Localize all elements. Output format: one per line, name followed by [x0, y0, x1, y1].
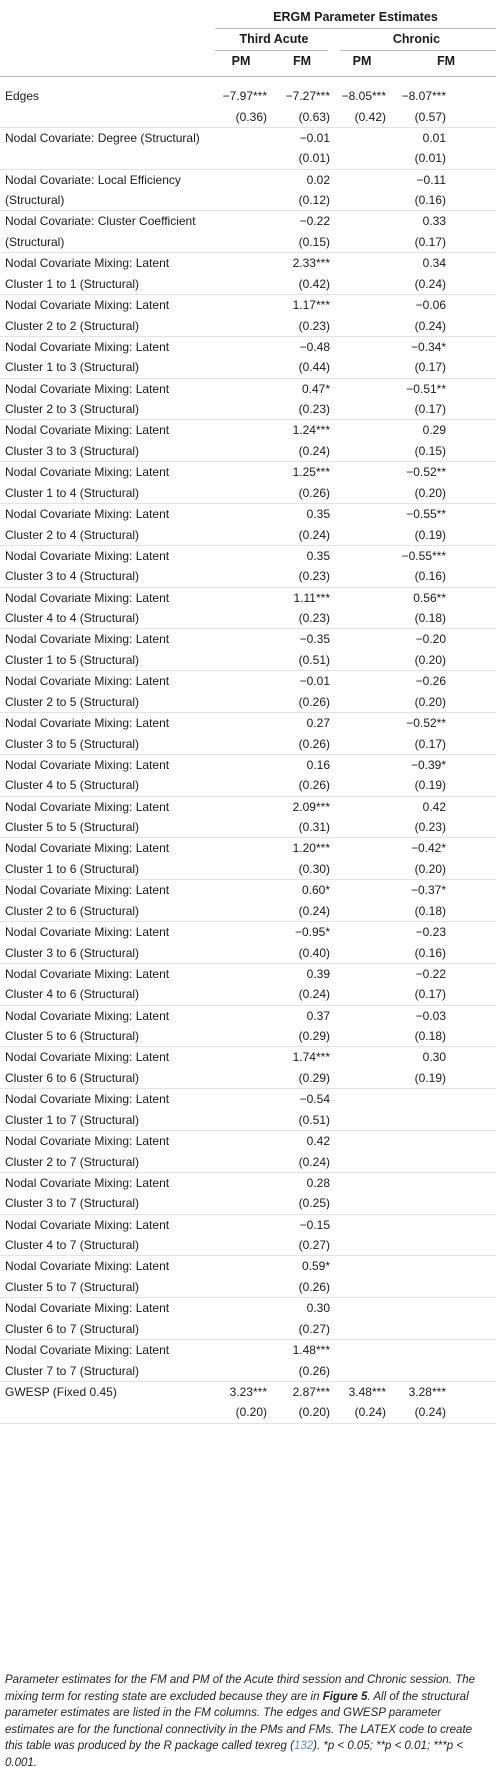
row-label: Nodal Covariate Mixing: Latent: [5, 1343, 170, 1357]
table-title: ERGM Parameter Estimates: [273, 10, 438, 24]
estimate-cell: −0.15: [299, 1217, 330, 1232]
row-label: Cluster 2 to 5 (Structural): [5, 694, 140, 709]
row-label: Cluster 6 to 6 (Structural): [5, 1070, 140, 1085]
std-error-cell: (0.63): [298, 109, 330, 124]
std-error-cell: (0.36): [235, 109, 267, 124]
std-error-cell: (0.51): [298, 1112, 330, 1127]
group-third-acute: Third Acute: [239, 32, 309, 46]
group-underline-acute: [215, 50, 328, 51]
estimate-cell: −0.48: [299, 339, 330, 354]
row-label: Nodal Covariate Mixing: Latent: [5, 1301, 170, 1316]
estimate-cell: −0.01: [299, 674, 330, 689]
row-label: Nodal Covariate Mixing: Latent: [5, 966, 170, 981]
row-label: Nodal Covariate Mixing: Latent: [5, 256, 170, 271]
estimate-cell: 2.09***: [292, 799, 330, 814]
row-label: Nodal Covariate Mixing: Latent: [5, 799, 170, 814]
estimate-cell: 1.74***: [292, 1050, 330, 1065]
std-error-cell: (0.17): [414, 360, 446, 375]
std-error-cell: (0.18): [414, 903, 446, 918]
row-label: Nodal Covariate Mixing: Latent: [5, 716, 170, 730]
group-underline-chronic: [340, 50, 496, 51]
std-error-cell: (0.24): [298, 987, 330, 1002]
std-error-cell: (0.16): [414, 569, 446, 584]
std-error-cell: (0.27): [298, 1238, 330, 1253]
estimate-cell: 3.48***: [348, 1384, 386, 1399]
row-label: Cluster 2 to 3 (Structural): [5, 402, 140, 417]
std-error-cell: (0.44): [298, 360, 330, 375]
std-error-cell: (0.20): [414, 652, 446, 667]
estimate-cell: 0.02: [306, 172, 330, 187]
row-label: Nodal Covariate Mixing: Latent: [5, 841, 170, 856]
estimate-cell: −0.54: [299, 1092, 330, 1107]
estimate-cell: −0.35: [299, 632, 330, 647]
std-error-cell: (0.26): [298, 1279, 330, 1294]
row-label: Nodal Covariate Mixing: Latent: [5, 465, 170, 480]
row-label: Cluster 1 to 6 (Structural): [5, 861, 140, 876]
row-label: Nodal Covariate: Local Efficiency: [5, 172, 181, 187]
estimate-cell: 0.34: [422, 256, 446, 271]
row-label: Cluster 3 to 5 (Structural): [5, 736, 140, 751]
estimate-cell: −0.03: [415, 1008, 446, 1023]
estimate-cell: 0.30: [422, 1050, 446, 1065]
row-label: Nodal Covariate: Cluster Coefficient: [5, 214, 196, 229]
col-header-fm-acute: FM: [292, 54, 312, 68]
estimate-cell: −0.26: [415, 674, 446, 689]
std-error-cell: (0.24): [414, 318, 446, 333]
estimate-cell: −0.42*: [410, 841, 446, 856]
group-chronic: Chronic: [392, 32, 441, 46]
row-label: Nodal Covariate Mixing: Latent: [5, 1050, 170, 1065]
row-label: Nodal Covariate Mixing: Latent: [5, 1134, 170, 1148]
row-label: Nodal Covariate Mixing: Latent: [5, 339, 170, 354]
row-label: Cluster 1 to 1 (Structural): [5, 276, 140, 291]
row-label: Nodal Covariate Mixing: Latent: [5, 925, 170, 939]
std-error-cell: (0.27): [298, 1321, 330, 1336]
std-error-cell: (0.24): [298, 443, 330, 458]
row-label: Nodal Covariate Mixing: Latent: [5, 883, 170, 898]
row-label: Cluster 5 to 5 (Structural): [5, 820, 140, 835]
estimate-cell: 0.47*: [301, 381, 330, 396]
row-label: Cluster 1 to 7 (Structural): [5, 1112, 140, 1127]
estimate-cell: 0.33: [422, 214, 446, 229]
row-label: Cluster 3 to 6 (Structural): [5, 945, 140, 960]
estimate-cell: 0.42: [422, 799, 446, 814]
row-label: Nodal Covariate Mixing: Latent: [5, 1092, 170, 1107]
estimate-cell: −0.23: [415, 925, 446, 939]
estimate-cell: 0.39: [306, 966, 330, 981]
estimate-cell: −0.37*: [410, 883, 446, 898]
row-label: Cluster 5 to 7 (Structural): [5, 1279, 140, 1294]
row-label: (Structural): [5, 193, 65, 208]
std-error-cell: (0.18): [414, 611, 446, 626]
row-label: Cluster 1 to 3 (Structural): [5, 360, 140, 375]
std-error-cell: (0.23): [298, 569, 330, 584]
table-footnote: [5, 1672, 493, 1771]
estimate-cell: −0.55***: [401, 548, 446, 563]
estimate-cell: −0.52**: [406, 716, 446, 730]
row-label: Nodal Covariate Mixing: Latent: [5, 298, 170, 312]
std-error-cell: (0.20): [414, 485, 446, 500]
std-error-cell: (0.20): [414, 694, 446, 709]
estimate-cell: 3.23***: [229, 1384, 267, 1399]
row-label: GWESP (Fixed 0.45): [5, 1384, 117, 1399]
estimate-cell: −0.20: [415, 632, 446, 647]
estimate-cell: −0.11: [416, 172, 446, 187]
estimate-cell: −0.52**: [406, 465, 446, 480]
row-label: Nodal Covariate Mixing: Latent: [5, 590, 170, 605]
estimate-cell: −0.22: [415, 966, 446, 981]
std-error-cell: (0.12): [298, 193, 330, 208]
std-error-cell: (0.15): [298, 234, 330, 249]
row-label: Nodal Covariate Mixing: Latent: [5, 423, 170, 438]
std-error-cell: (0.25): [298, 1196, 330, 1211]
std-error-cell: (0.24): [414, 276, 446, 291]
std-error-cell: (0.18): [414, 1029, 446, 1044]
estimate-cell: −0.51**: [406, 381, 446, 396]
row-label: Cluster 4 to 6 (Structural): [5, 987, 140, 1002]
std-error-cell: (0.42): [354, 109, 386, 124]
estimate-cell: 0.28: [306, 1175, 330, 1190]
estimate-cell: 0.59*: [301, 1259, 330, 1274]
row-label: Nodal Covariate Mixing: Latent: [5, 1217, 170, 1232]
row-label: Cluster 1 to 4 (Structural): [5, 485, 140, 500]
std-error-cell: (0.40): [298, 945, 330, 960]
estimate-cell: 1.48***: [292, 1343, 330, 1357]
std-error-cell: (0.23): [298, 318, 330, 333]
std-error-cell: (0.24): [414, 1405, 446, 1420]
row-label: (Structural): [5, 234, 65, 249]
estimate-cell: 2.33***: [292, 256, 330, 271]
estimate-cell: 0.30: [306, 1301, 330, 1316]
estimate-cell: 0.56**: [413, 590, 446, 605]
title-underline: [215, 28, 496, 29]
std-error-cell: (0.24): [298, 527, 330, 542]
col-header-pm-chronic: PM: [352, 54, 372, 68]
row-label: Nodal Covariate Mixing: Latent: [5, 507, 170, 521]
estimate-cell: −0.34*: [410, 339, 446, 354]
estimate-cell: −0.01: [299, 130, 330, 145]
std-error-cell: (0.29): [298, 1070, 330, 1085]
std-error-cell: (0.26): [298, 1363, 330, 1378]
footnote-text-3: ). *p < 0.05; **p < 0.01; ***p < 0.001.: [5, 1740, 464, 1769]
col-header-pm-acute: PM: [231, 54, 251, 68]
std-error-cell: (0.16): [414, 193, 446, 208]
estimate-cell: 0.35: [306, 548, 330, 563]
std-error-cell: (0.17): [414, 987, 446, 1002]
footnote-citation-link[interactable]: 132: [293, 1740, 314, 1752]
estimate-cell: −0.22: [299, 214, 330, 229]
estimate-cell: −0.55**: [406, 507, 446, 521]
col-header-fm-chronic: FM: [436, 54, 456, 68]
row-label: Nodal Covariate Mixing: Latent: [5, 632, 170, 647]
std-error-cell: (0.19): [414, 1070, 446, 1085]
row-label: Cluster 3 to 7 (Structural): [5, 1196, 140, 1211]
estimate-cell: −0.39*: [410, 757, 446, 772]
row-label: Cluster 6 to 7 (Structural): [5, 1321, 140, 1336]
estimate-cell: −7.97***: [222, 89, 267, 103]
std-error-cell: (0.26): [298, 485, 330, 500]
estimate-cell: 0.29: [422, 423, 446, 438]
std-error-cell: (0.20): [414, 861, 446, 876]
row-label: Nodal Covariate Mixing: Latent: [5, 1008, 170, 1023]
row-label: Nodal Covariate Mixing: Latent: [5, 674, 170, 689]
std-error-cell: (0.19): [414, 778, 446, 793]
std-error-cell: (0.01): [414, 151, 446, 166]
estimate-cell: −8.05***: [341, 89, 386, 103]
row-label: Cluster 4 to 4 (Structural): [5, 611, 140, 626]
std-error-cell: (0.23): [298, 402, 330, 417]
std-error-cell: (0.23): [298, 611, 330, 626]
row-label: Cluster 4 to 7 (Structural): [5, 1238, 140, 1253]
estimate-cell: 0.60*: [301, 883, 330, 898]
footnote-text-1: Parameter estimates for the FM and PM of the Acute third session and Chronic session. The mixing term for resting state are excluded because they are in: [5, 1674, 476, 1703]
row-label: Nodal Covariate Mixing: Latent: [5, 1175, 170, 1190]
std-error-cell: (0.01): [298, 151, 330, 166]
row-divider: [0, 1423, 496, 1424]
std-error-cell: (0.23): [414, 820, 446, 835]
estimate-cell: 0.37: [306, 1008, 330, 1023]
std-error-cell: (0.26): [298, 694, 330, 709]
row-label: Cluster 5 to 6 (Structural): [5, 1029, 140, 1044]
estimate-cell: 1.17***: [292, 298, 330, 312]
std-error-cell: (0.26): [298, 736, 330, 751]
estimate-cell: 0.27: [306, 716, 330, 730]
std-error-cell: (0.19): [414, 527, 446, 542]
estimate-cell: 1.11***: [293, 590, 330, 605]
row-label: Nodal Covariate Mixing: Latent: [5, 1259, 170, 1274]
row-label: Cluster 2 to 2 (Structural): [5, 318, 140, 333]
std-error-cell: (0.17): [414, 234, 446, 249]
estimate-cell: 1.24***: [292, 423, 330, 438]
std-error-cell: (0.57): [414, 109, 446, 124]
std-error-cell: (0.51): [298, 652, 330, 667]
row-label: Cluster 2 to 7 (Structural): [5, 1154, 140, 1169]
row-label: Cluster 4 to 5 (Structural): [5, 778, 140, 793]
estimate-cell: 0.42: [306, 1134, 330, 1148]
std-error-cell: (0.24): [298, 903, 330, 918]
std-error-cell: (0.31): [298, 820, 330, 835]
header-rule: [0, 76, 496, 77]
std-error-cell: (0.24): [354, 1405, 386, 1420]
estimate-cell: 0.16: [306, 757, 330, 772]
std-error-cell: (0.16): [414, 945, 446, 960]
estimate-cell: −7.27***: [285, 89, 330, 103]
row-label: Cluster 2 to 6 (Structural): [5, 903, 140, 918]
estimate-cell: 3.28***: [408, 1384, 446, 1399]
estimate-cell: 2.87***: [292, 1384, 330, 1399]
std-error-cell: (0.15): [414, 443, 446, 458]
row-label: Cluster 3 to 4 (Structural): [5, 569, 140, 584]
std-error-cell: (0.20): [235, 1405, 267, 1420]
std-error-cell: (0.29): [298, 1029, 330, 1044]
row-label: Cluster 7 to 7 (Structural): [5, 1363, 140, 1378]
row-label: Nodal Covariate Mixing: Latent: [5, 381, 170, 396]
row-label: Cluster 1 to 5 (Structural): [5, 652, 140, 667]
estimate-cell: −8.07***: [401, 89, 446, 103]
std-error-cell: (0.17): [414, 402, 446, 417]
estimate-cell: 1.20***: [292, 841, 330, 856]
estimate-cell: 1.25***: [292, 465, 330, 480]
row-label: Nodal Covariate: Degree (Structural): [5, 130, 200, 145]
footnote-figure-link[interactable]: Figure 5: [322, 1690, 368, 1703]
std-error-cell: (0.17): [414, 736, 446, 751]
row-label: Nodal Covariate Mixing: Latent: [5, 548, 170, 563]
estimate-cell: 0.01: [422, 130, 446, 145]
std-error-cell: (0.26): [298, 778, 330, 793]
estimate-cell: −0.06: [415, 298, 446, 312]
row-label: Cluster 2 to 4 (Structural): [5, 527, 140, 542]
row-label: Cluster 3 to 3 (Structural): [5, 443, 140, 458]
std-error-cell: (0.24): [298, 1154, 330, 1169]
footnote-text-2: . All of the structural parameter estimates are listed in the FM columns. The edges and GWESP parameter estimates are for the functional connectivity in the PMs and FMs. The LATEX code to create this table was produced by the R package called texreg (: [5, 1690, 473, 1752]
std-error-cell: (0.30): [298, 861, 330, 876]
row-label: Edges: [5, 89, 40, 103]
std-error-cell: (0.20): [298, 1405, 330, 1420]
estimate-cell: −0.95*: [294, 925, 330, 939]
std-error-cell: (0.42): [298, 276, 330, 291]
row-label: Nodal Covariate Mixing: Latent: [5, 757, 170, 772]
estimate-cell: 0.35: [306, 507, 330, 521]
